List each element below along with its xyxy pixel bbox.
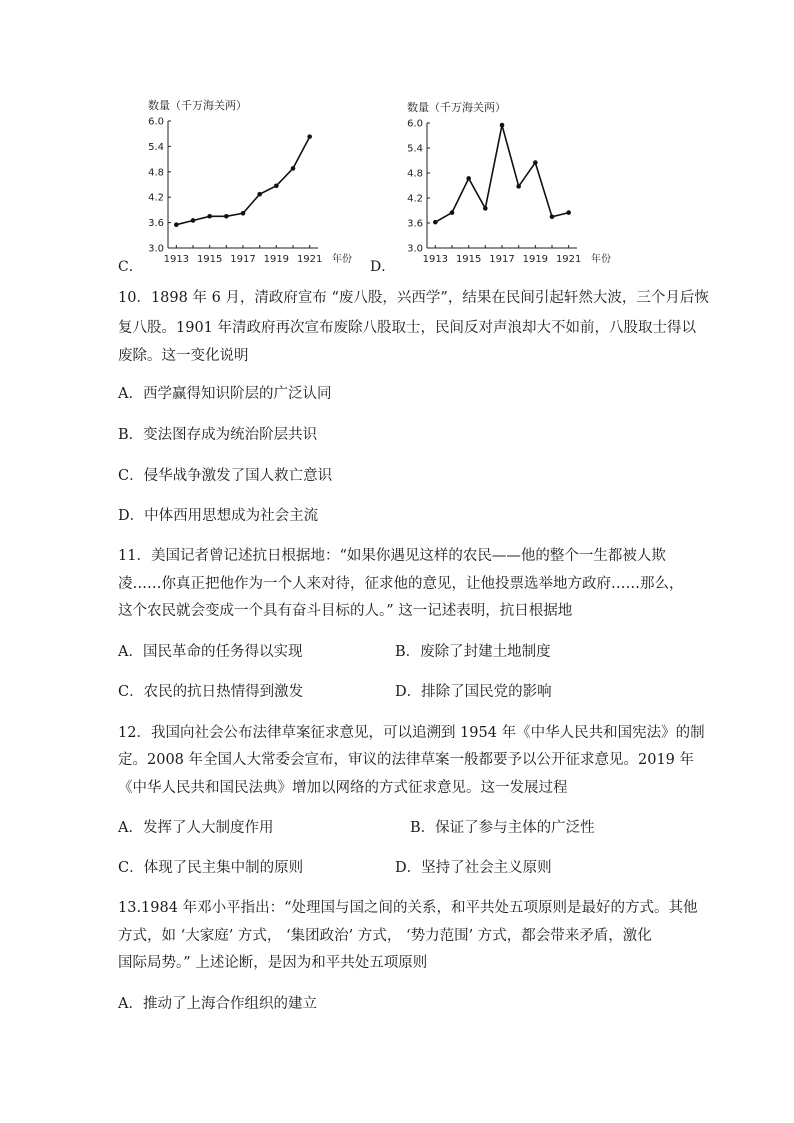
data-point xyxy=(533,160,538,165)
data-point xyxy=(207,214,212,219)
data-point xyxy=(174,222,179,227)
y-tick-label: 5.4 xyxy=(148,141,164,153)
y-tick-label: 3.0 xyxy=(148,243,164,255)
data-point xyxy=(450,210,455,215)
data-point xyxy=(516,184,521,189)
x-tick-label: 1917 xyxy=(230,254,256,265)
y-axis-label: 数量（千万海关两） xyxy=(148,99,247,112)
q10-stem-line-2: 复八股。1901 年清政府再次宣布废除八股取士，民间反对声浪却大不如前，八股取士得以 xyxy=(118,320,697,336)
q11-stem-line-2: 凌……你真正把他作为一个人来对待，征求他的意见，让他投票选举地方政府……那么， xyxy=(118,576,684,592)
y-tick-label: 3.6 xyxy=(407,218,423,230)
y-tick-label: 4.2 xyxy=(407,193,423,205)
chart-c-svg xyxy=(118,96,358,271)
y-tick-label: 5.4 xyxy=(407,143,423,155)
data-point xyxy=(483,206,488,211)
y-tick-label: 3.0 xyxy=(407,243,423,255)
data-point xyxy=(466,176,471,181)
q12-option-d: D．坚持了社会主义原则 xyxy=(395,860,552,876)
data-point xyxy=(500,123,505,128)
q12-stem-line-3: 《中华人民共和国民法典》增加以网络的方式征求意见。这一发展过程 xyxy=(118,780,568,796)
q10-option-b: B．变法图存成为统治阶层共识 xyxy=(118,427,318,443)
q10-stem-line-3: 废除。这一变化说明 xyxy=(118,348,249,364)
chart-c-option-label: C． xyxy=(118,259,143,275)
data-point xyxy=(191,218,196,223)
y-tick-label: 6.0 xyxy=(407,118,423,130)
y-axis-label: 数量（千万海关两） xyxy=(407,101,506,114)
x-axis-label: 年份 xyxy=(332,254,352,265)
q12-stem-line-1: 12．我国向社会公布法律草案征求意见，可以追溯到 1954 年《中华人民共和国宪法》的制 xyxy=(118,725,705,741)
q11-stem-line-1: 11．美国记者曾记述抗日根据地：“如果你遇见这样的农民——他的整个一生都被人欺 xyxy=(118,548,666,564)
q11-option-d: D．排除了国民党的影响 xyxy=(395,684,552,700)
y-tick-label: 4.2 xyxy=(148,192,164,204)
data-point xyxy=(566,210,571,215)
q13-stem-line-2: 方式，如 ‘大家庭’ 方式， ‘集团政治’ 方式， ‘势力范围’ 方式，都会带来矛盾，激化 xyxy=(118,928,652,944)
chart-d xyxy=(370,96,620,271)
y-tick-label: 6.0 xyxy=(148,116,164,128)
x-tick-label: 1915 xyxy=(196,254,223,265)
data-point xyxy=(433,220,438,225)
chart-d-svg xyxy=(370,96,620,271)
chart-d-option-label: D． xyxy=(370,259,396,275)
q10-option-a: A．西学赢得知识阶层的广泛认同 xyxy=(118,386,332,402)
series-line xyxy=(435,125,568,222)
q10-option-d: D．中体西用思想成为社会主流 xyxy=(118,508,319,524)
q11-option-a: A．国民革命的任务得以实现 xyxy=(118,644,303,660)
y-tick-label: 3.6 xyxy=(148,218,164,230)
x-tick-label: 1913 xyxy=(422,254,449,265)
q12-option-a: A．发挥了人大制度作用 xyxy=(118,820,274,836)
q12-stem-line-2: 定。2008 年全国人大常委会宣布，审议的法律草案一般都要予以公开征求意见。2019 年 xyxy=(118,752,695,768)
q13-stem-line-3: 国际局势。” 上述论断，是因为和平共处五项原则 xyxy=(118,955,428,971)
data-point xyxy=(241,211,246,216)
data-point xyxy=(224,214,229,219)
x-tick-label: 1919 xyxy=(522,254,549,265)
x-tick-label: 1919 xyxy=(263,254,290,265)
x-tick-label: 1915 xyxy=(455,254,482,265)
y-tick-label: 4.8 xyxy=(148,167,164,179)
x-tick-label: 1921 xyxy=(555,254,582,265)
x-tick-label: 1921 xyxy=(296,254,323,265)
data-point xyxy=(307,134,312,139)
q11-option-c: C．农民的抗日热情得到激发 xyxy=(118,684,304,700)
q10-stem-line-1: 10．1898 年 6 月，清政府宣布 “废八股，兴西学”，结果在民间引起轩然大波，三个月后恢 xyxy=(118,290,709,306)
q13-option-a: A．推动了上海合作组织的建立 xyxy=(118,996,317,1012)
q10-option-c: C．侵华战争激发了国人救亡意识 xyxy=(118,468,333,484)
x-axis-label: 年份 xyxy=(591,254,611,265)
data-point xyxy=(550,214,555,219)
q11-option-b: B．废除了封建土地制度 xyxy=(395,644,551,660)
x-tick-label: 1917 xyxy=(489,254,515,265)
data-point xyxy=(274,183,279,188)
q11-stem-line-3: 这个农民就会变成一个具有奋斗目标的人。” 这一记述表明，抗日根据地 xyxy=(118,603,573,619)
q13-stem-line-1: 13.1984 年邓小平指出：“处理国与国之间的关系，和平共处五项原则是最好的方式。其他 xyxy=(118,900,698,916)
q12-option-b: B．保证了参与主体的广泛性 xyxy=(410,820,595,836)
data-point xyxy=(257,192,262,197)
chart-c xyxy=(118,96,358,271)
data-point xyxy=(291,166,296,171)
x-tick-label: 1913 xyxy=(163,254,190,265)
q12-option-c: C．体现了民主集中制的原则 xyxy=(118,860,304,876)
y-tick-label: 4.8 xyxy=(407,168,423,180)
